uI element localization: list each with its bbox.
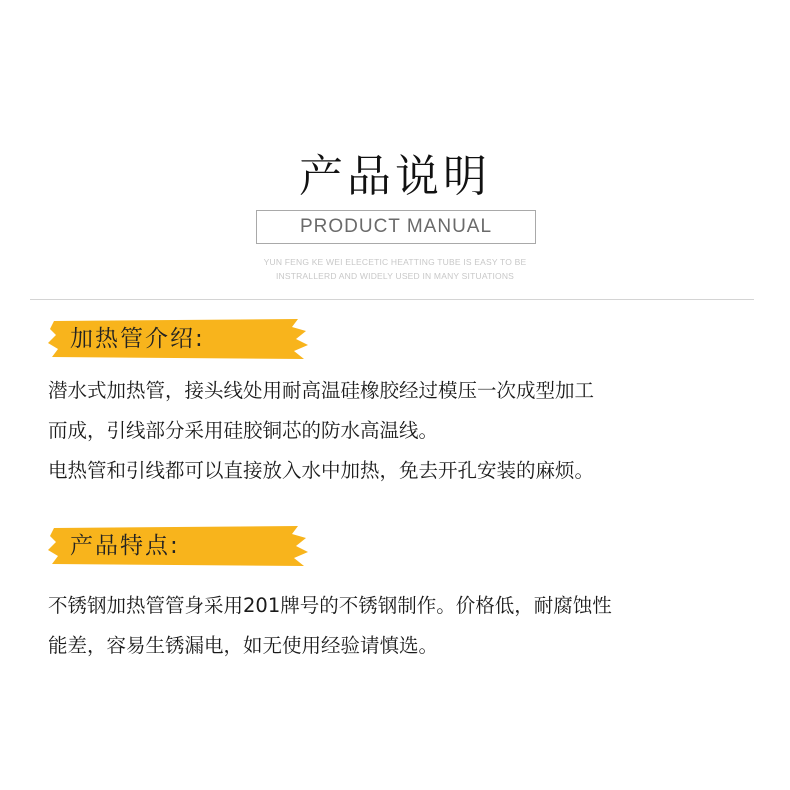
tagline-1: YUN FENG KE WEI ELECETIC HEATTING TUBE IS EASY TO BE	[263, 257, 527, 267]
paragraph-line: 能差，容易生锈漏电，如无使用经验请慎选。	[48, 634, 439, 657]
paragraph-line: 不锈钢加热管管身采用201牌号的不锈钢制作。价格低，耐腐蚀性	[48, 594, 612, 617]
section-heading-features	[48, 526, 308, 566]
section-heading-intro	[48, 319, 308, 359]
section-body-intro	[48, 371, 768, 491]
paragraph-line: 而成，引线部分采用硅胶铜芯的防水高温线。	[48, 419, 439, 442]
section-heading-label: 加热管介绍:	[70, 326, 205, 352]
paragraph-line: 电热管和引线都可以直接放入水中加热，免去开孔安装的麻烦。	[48, 459, 595, 482]
page-title: 产品说明	[299, 151, 491, 202]
section-heading-label: 产品特点:	[70, 533, 180, 559]
tagline-2: INSTRALLERD AND WIDELY USED IN MANY SITUATIONS	[275, 271, 515, 281]
paragraph-line: 潜水式加热管，接头线处用耐高温硅橡胶经过模压一次成型加工	[48, 379, 595, 402]
header-divider	[30, 299, 754, 300]
manual-box	[256, 210, 536, 244]
manual-subtitle: PRODUCT MANUAL	[299, 216, 493, 237]
section-body-features	[48, 586, 768, 666]
